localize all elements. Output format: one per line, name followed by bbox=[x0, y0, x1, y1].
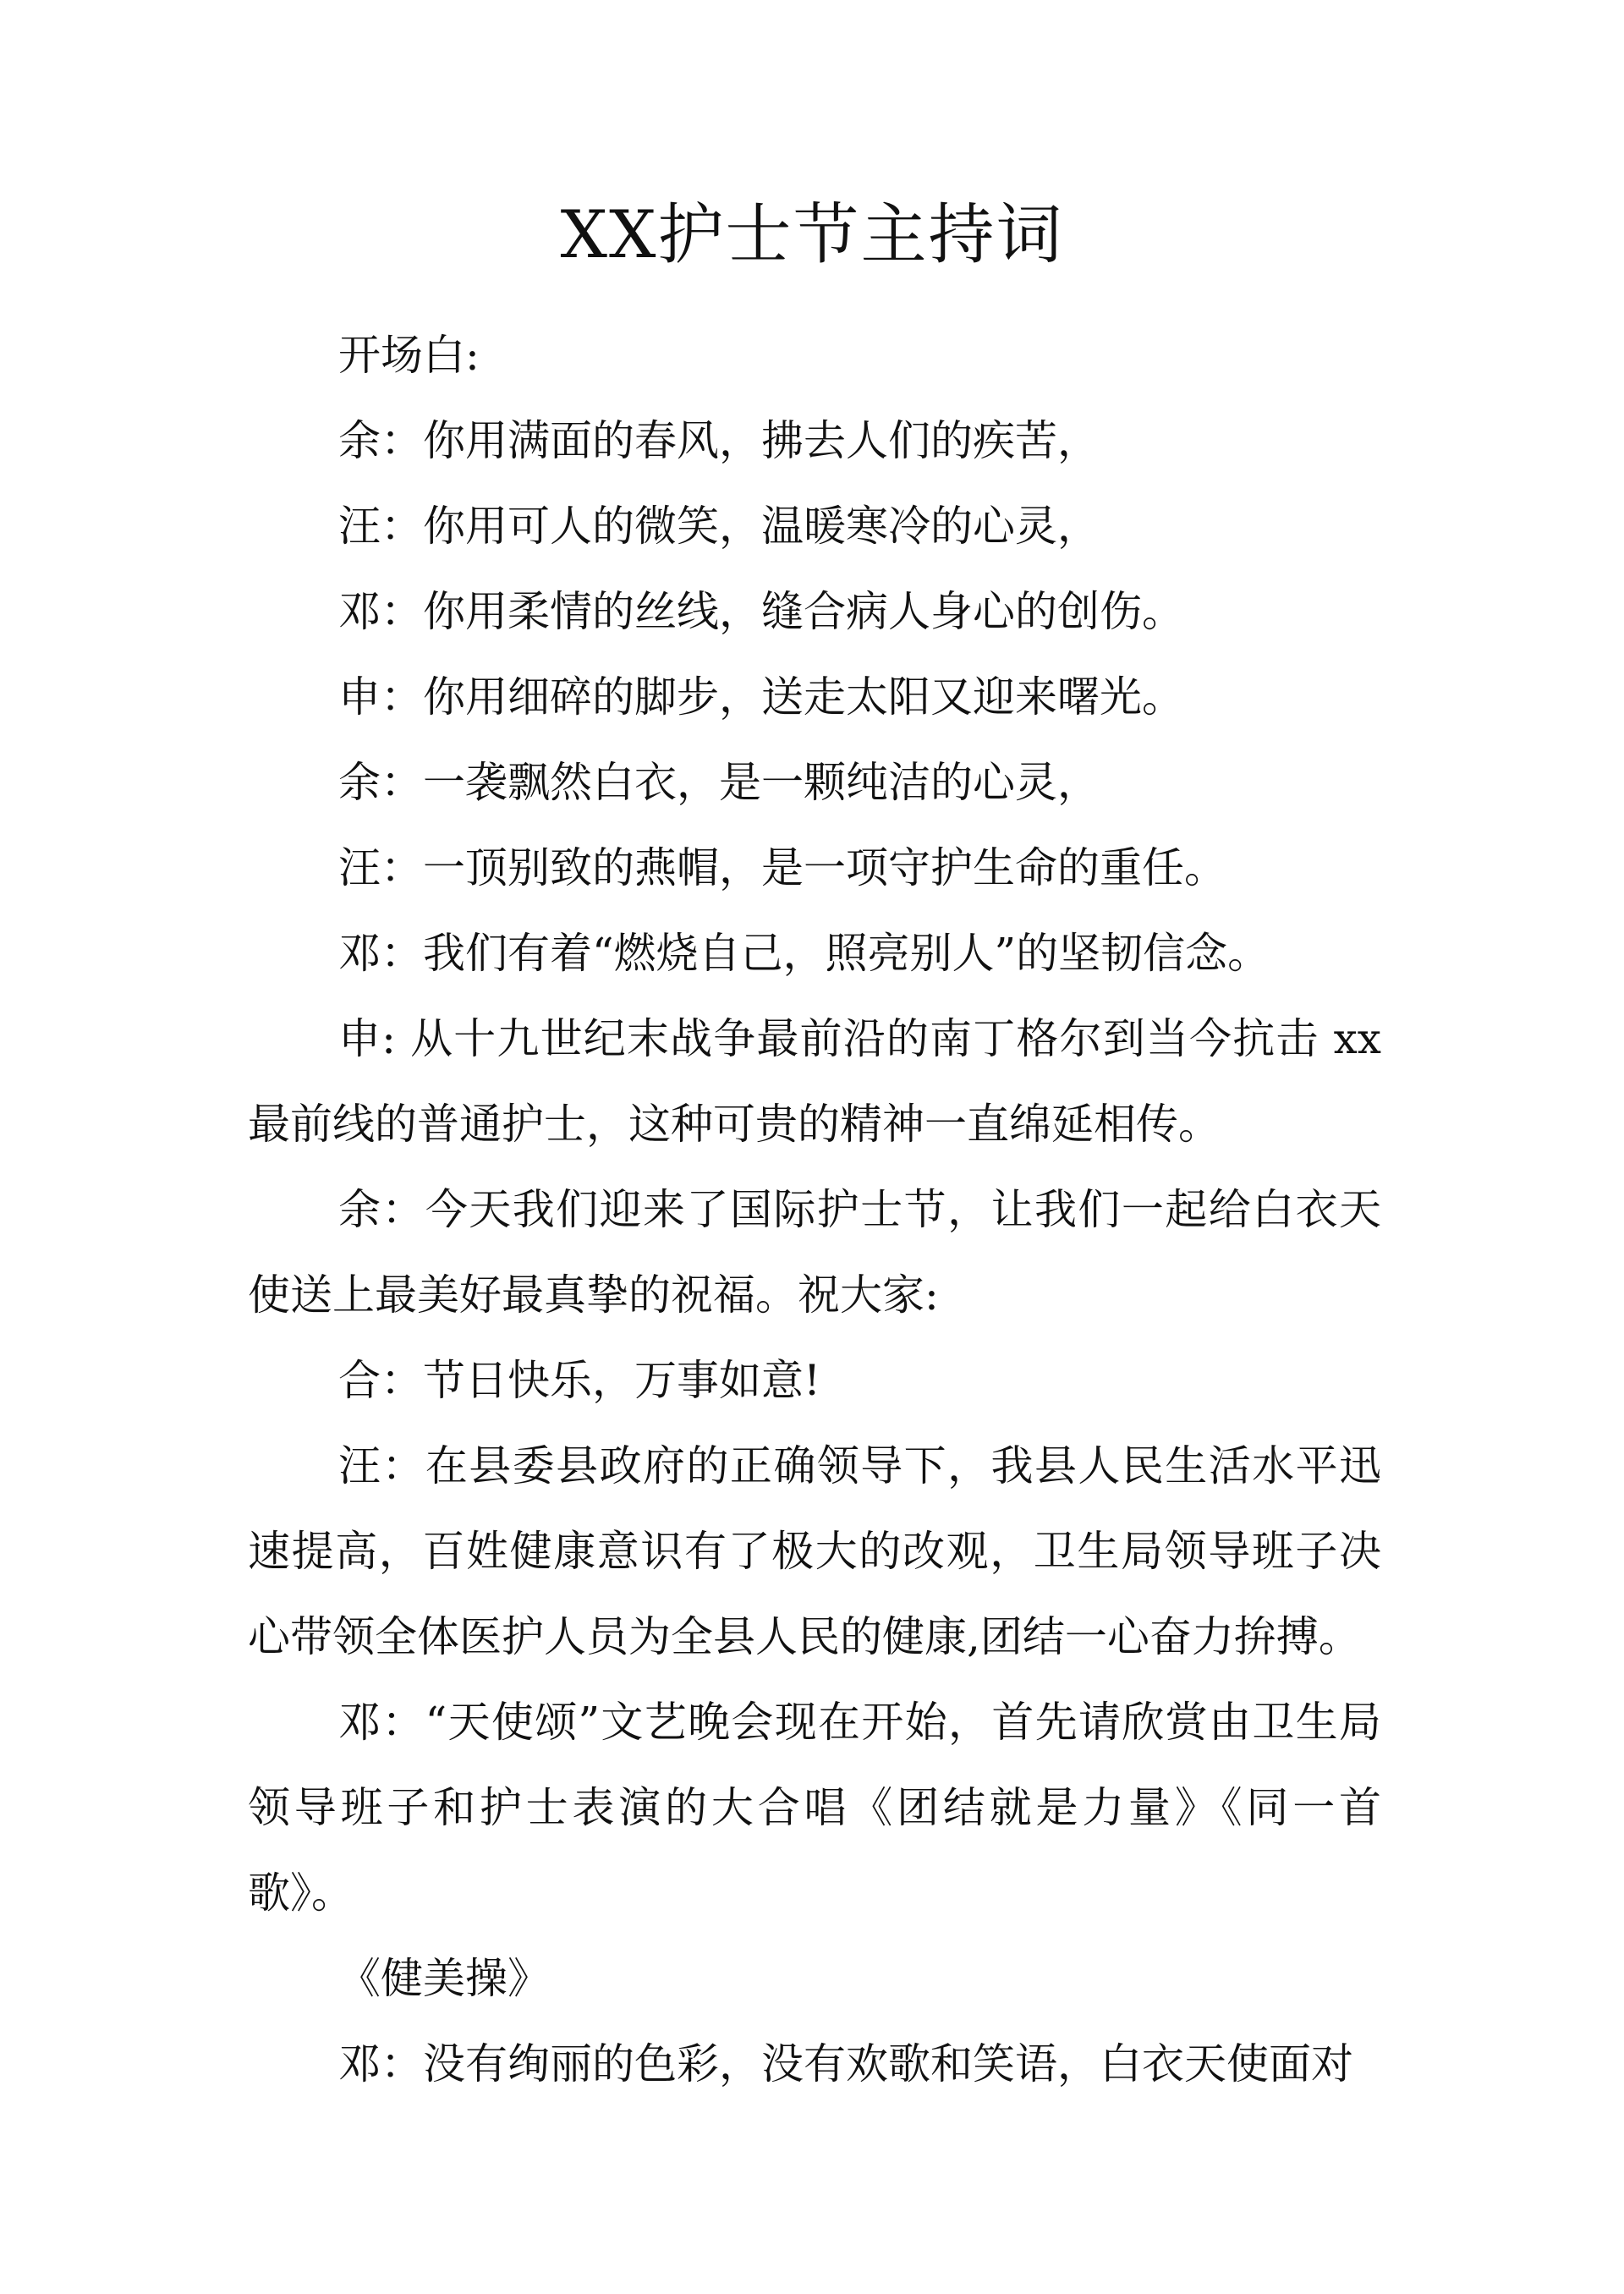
paragraph: 汪：你用可人的微笑，温暖寒冷的心灵， bbox=[338, 502, 1100, 551]
paragraph: 汪：在县委县政府的正确领导下，我县人民生活水平迅速提高，百姓健康意识有了极大的改观，卫生局领导班子决心带领全体医护人员为全县人民的健康,团结一心奋力拚搏。 bbox=[248, 1441, 1381, 1661]
paragraph: 余：一袭飘然白衣，是一颗纯洁的心灵， bbox=[338, 758, 1100, 807]
paragraph: 邓：没有绚丽的色彩，没有欢歌和笑语，白衣天使面对 bbox=[338, 2039, 1353, 2088]
paragraph: 余：你用满面的春风，拂去人们的疾苦， bbox=[338, 416, 1100, 465]
paragraph: 合：节日快乐，万事如意! bbox=[338, 1356, 821, 1405]
document-title: XX护士节主持词 bbox=[560, 197, 1064, 273]
paragraph: 邓：我们有着“燃烧自己，照亮别人”的坚韧信念。 bbox=[338, 929, 1270, 978]
paragraph: 申: 从十九世纪末战争最前沿的南丁格尔到当今抗击 xx 最前线的普通护士，这种可贵的精神一直绵延相传。 bbox=[248, 1014, 1381, 1149]
paragraph: 汪：一顶别致的燕帽，是一项守护生命的重任。 bbox=[338, 843, 1226, 892]
paragraph-opening: 开场白: bbox=[338, 331, 480, 380]
document-body bbox=[248, 313, 1381, 2107]
paragraph: 邓：“天使颂”文艺晚会现在开始，首先请欣赏由卫生局领导班子和护士表演的大合唱《团结就是力量》《同一首歌》。 bbox=[248, 1698, 1381, 1918]
paragraph: 邓：你用柔情的丝线，缝合病人身心的创伤。 bbox=[338, 587, 1184, 636]
program-item: 《健美操》 bbox=[338, 1954, 550, 2003]
paragraph: 申：你用细碎的脚步，送走太阳又迎来曙光。 bbox=[338, 672, 1184, 722]
paragraph: 余：今天我们迎来了国际护士节，让我们一起给白衣天使送上最美好最真挚的祝福。祝大家: bbox=[248, 1185, 1381, 1320]
